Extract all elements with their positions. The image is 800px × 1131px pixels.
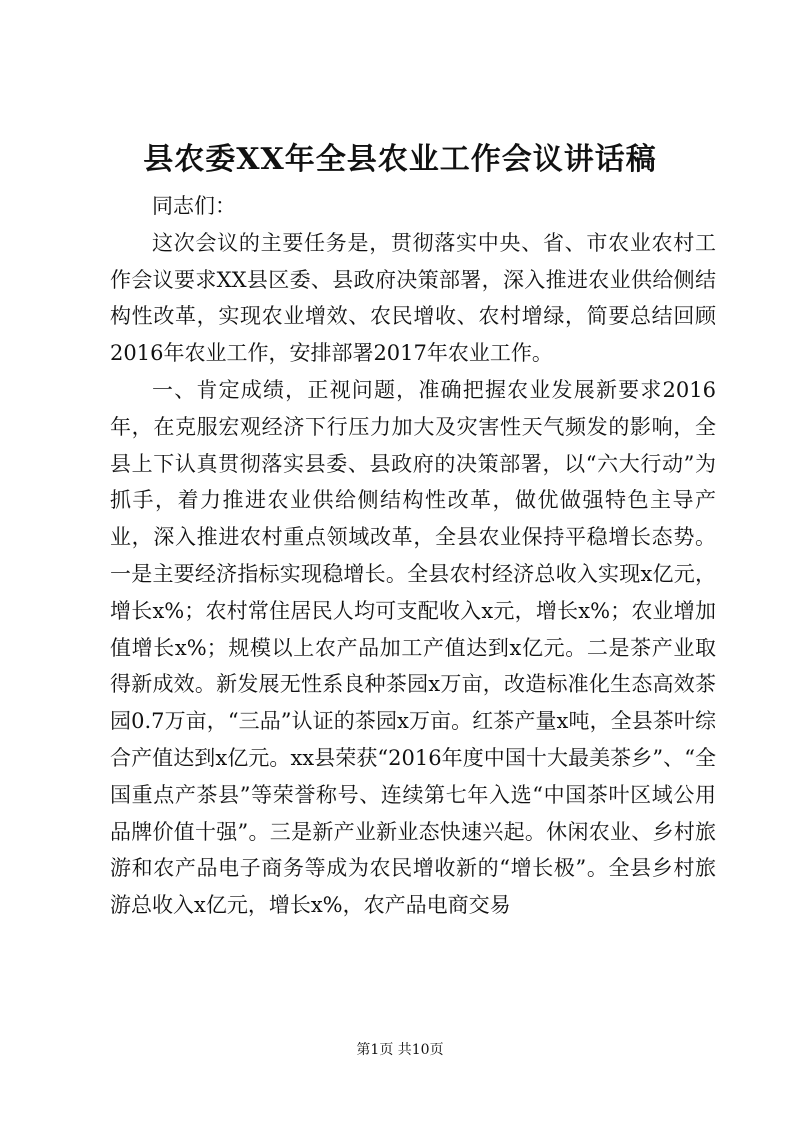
intro-paragraph: 这次会议的主要任务是，贯彻落实中央、省、市农业农村工作会议要求XX县区委、县政府决策部署，深入推进农业供给侧结构性改革，实现农业增效、农民增收、农村增绿，简要总结回顾2016年农业工作，安排部署2017年农业工作。 bbox=[110, 230, 716, 366]
document-body bbox=[110, 188, 716, 924]
document-title: 县农委XX年全县农业工作会议讲话稿 bbox=[143, 142, 657, 177]
page-footer: 第1页 共10页 bbox=[356, 1042, 444, 1058]
section-one-paragraph: 一、肯定成绩，正视问题，准确把握农业发展新要求2016年，在克服宏观经济下行压力加大及灾害性天气频发的影响，全县上下认真贯彻落实县委、县政府的决策部署，以“六大行动”为抓手，着力推进农业供给侧结构性改革，做优做强特色主导产业，深入推进农村重点领域改革，全县农业保持平稳增长态势。一是主要经济指标实现稳增长。全县农村经济总收入实现x亿元，增长x%；农村常住居民人均可支配收入x元，增长x%；农业增加值增长x%；规模以上农产品加工产值达到x亿元。二是茶产业取得新成效。新发展无性系良种茶园x万亩，改造标准化生态高效茶园0.7万亩，“三品”认证的茶园x万亩。红茶产量x吨，全县茶叶综合产值达到x亿元。xx县荣获“2016年度中国十大最美茶乡”、“全国重点产茶县”等荣誉称号、连续第七年入选“中国茶叶区域公用品牌价值十强”。三是新产业新业态快速兴起。休闲农业、乡村旅游和农产品电子商务等成为农民增收新的“增长极”。全县乡村旅游总收入x亿元，增长x%，农产品电商交易 bbox=[110, 377, 716, 918]
salutation-paragraph: 同志们： bbox=[152, 194, 236, 218]
